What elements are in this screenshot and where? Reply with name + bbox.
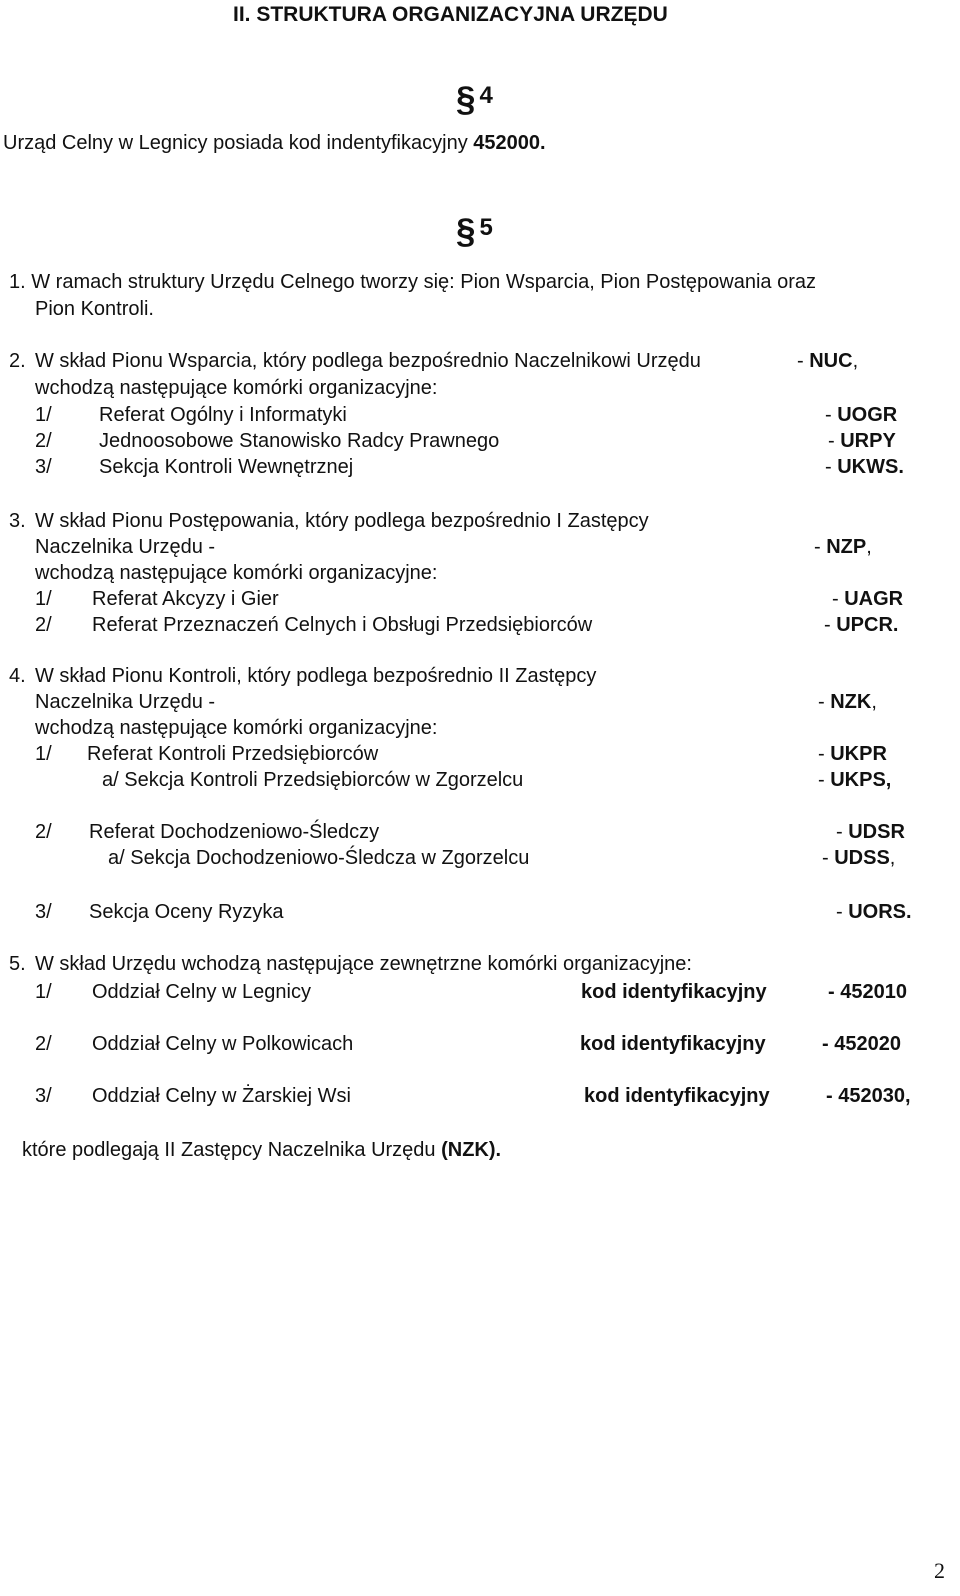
- list-item-code: - UORS.: [836, 901, 912, 923]
- list-item-code: - UPCR.: [824, 614, 899, 636]
- sub-item-code: - UDSS,: [822, 847, 896, 869]
- point-2-number: 2.: [9, 350, 26, 372]
- paragraph-4-text: [3, 133, 546, 153]
- branch-code: - 452020: [822, 1033, 901, 1055]
- branch-code-label: kod identyfikacyjny: [580, 1033, 766, 1055]
- section-symbol: §: [456, 212, 476, 251]
- sub-item-code: - UKPS,: [818, 769, 892, 791]
- page-number: 2: [934, 1558, 945, 1583]
- point-4-line-1: W skład Pionu Kontroli, który podlega bezpośrednio II Zastępcy: [35, 665, 597, 687]
- point-4-code: - NZK,: [818, 691, 877, 713]
- list-item-name: Referat Ogólny i Informatyki: [99, 404, 347, 426]
- list-item-code: - UOGR: [825, 404, 898, 426]
- point-5-footer: które podlegają II Zastępcy Naczelnika Urzędu (NZK).: [22, 1139, 502, 1161]
- list-item-name: Referat Akcyzy i Gier: [92, 588, 279, 610]
- point-4-number: 4.: [9, 665, 26, 687]
- list-item-number: 2/: [35, 821, 52, 843]
- sub-item-name: a/ Sekcja Dochodzeniowo-Śledcza w Zgorzelcu: [108, 847, 530, 869]
- list-item-name: Sekcja Oceny Ryzyka: [89, 901, 284, 923]
- point-2-line-1: W skład Pionu Wsparcia, który podlega bezpośrednio Naczelnikowi Urzędu: [35, 350, 701, 372]
- branch-code: - 452010: [828, 981, 907, 1003]
- point-3-line-2: Naczelnika Urzędu -: [35, 536, 216, 558]
- section-symbol: §: [456, 80, 476, 119]
- point-3-line-3: wchodzą następujące komórki organizacyjne:: [35, 562, 438, 584]
- branch-code: - 452030,: [826, 1085, 911, 1107]
- list-item-code: - UKPR: [818, 743, 887, 765]
- paragraph-4-marker: [456, 82, 493, 117]
- list-item-name: Referat Dochodzeniowo-Śledczy: [89, 821, 380, 843]
- sub-item-name: a/ Sekcja Kontroli Przedsiębiorców w Zgorzelcu: [102, 769, 524, 791]
- list-item-number: 1/: [35, 743, 52, 765]
- branch-name: Oddział Celny w Polkowicach: [92, 1033, 354, 1055]
- id-code-value: 452000.: [473, 132, 546, 154]
- branch-number: 2/: [35, 1033, 52, 1055]
- list-item-name: Jednoosobowe Stanowisko Radcy Prawnego: [99, 430, 500, 452]
- point-2-code: - NUC,: [797, 350, 859, 372]
- list-item-number: 2/: [35, 614, 52, 636]
- list-item-code: - UDSR: [836, 821, 905, 843]
- id-code-text: Urząd Celny w Legnicy posiada kod indentyfikacyjny: [3, 132, 474, 154]
- paragraph-number: 4: [479, 82, 493, 109]
- list-item-code: - UAGR: [832, 588, 904, 610]
- list-item-code: - URPY: [828, 430, 896, 452]
- list-item-number: 1/: [35, 588, 52, 610]
- point-4-line-3: wchodzą następujące komórki organizacyjne:: [35, 717, 438, 739]
- list-item-number: 1/: [35, 404, 52, 426]
- branch-code-label: kod identyfikacyjny: [581, 981, 767, 1003]
- point-3-code: - NZP,: [814, 536, 872, 558]
- paragraph-number: 5: [479, 214, 493, 241]
- branch-number: 3/: [35, 1085, 52, 1107]
- list-item-number: 3/: [35, 901, 52, 923]
- list-item-name: Referat Przeznaczeń Celnych i Obsługi Przedsiębiorców: [92, 614, 593, 636]
- point-2-line-2: wchodzą następujące komórki organizacyjne:: [35, 377, 438, 399]
- section-heading: II. STRUKTURA ORGANIZACYJNA URZĘDU: [233, 3, 668, 26]
- list-item-number: 3/: [35, 456, 52, 478]
- branch-number: 1/: [35, 981, 52, 1003]
- point-1-line-1: 1. W ramach struktury Urzędu Celnego tworzy się: Pion Wsparcia, Pion Postępowania oraz: [9, 271, 817, 293]
- point-5-number: 5.: [9, 953, 26, 975]
- point-3-line-1: W skład Pionu Postępowania, który podlega bezpośrednio I Zastępcy: [35, 510, 649, 532]
- point-3-number: 3.: [9, 510, 26, 532]
- point-5-line-1: W skład Urzędu wchodzą następujące zewnętrzne komórki organizacyjne:: [35, 953, 692, 975]
- paragraph-5-marker: [456, 214, 493, 249]
- branch-name: Oddział Celny w Legnicy: [92, 981, 311, 1003]
- list-item-name: Referat Kontroli Przedsiębiorców: [87, 743, 379, 765]
- point-1-line-2: Pion Kontroli.: [35, 298, 154, 320]
- point-4-line-2: Naczelnika Urzędu -: [35, 691, 216, 713]
- branch-code-label: kod identyfikacyjny: [584, 1085, 770, 1107]
- list-item-code: - UKWS.: [825, 456, 904, 478]
- branch-name: Oddział Celny w Żarskiej Wsi: [92, 1085, 351, 1107]
- list-item-name: Sekcja Kontroli Wewnętrznej: [99, 456, 354, 478]
- list-item-number: 2/: [35, 430, 52, 452]
